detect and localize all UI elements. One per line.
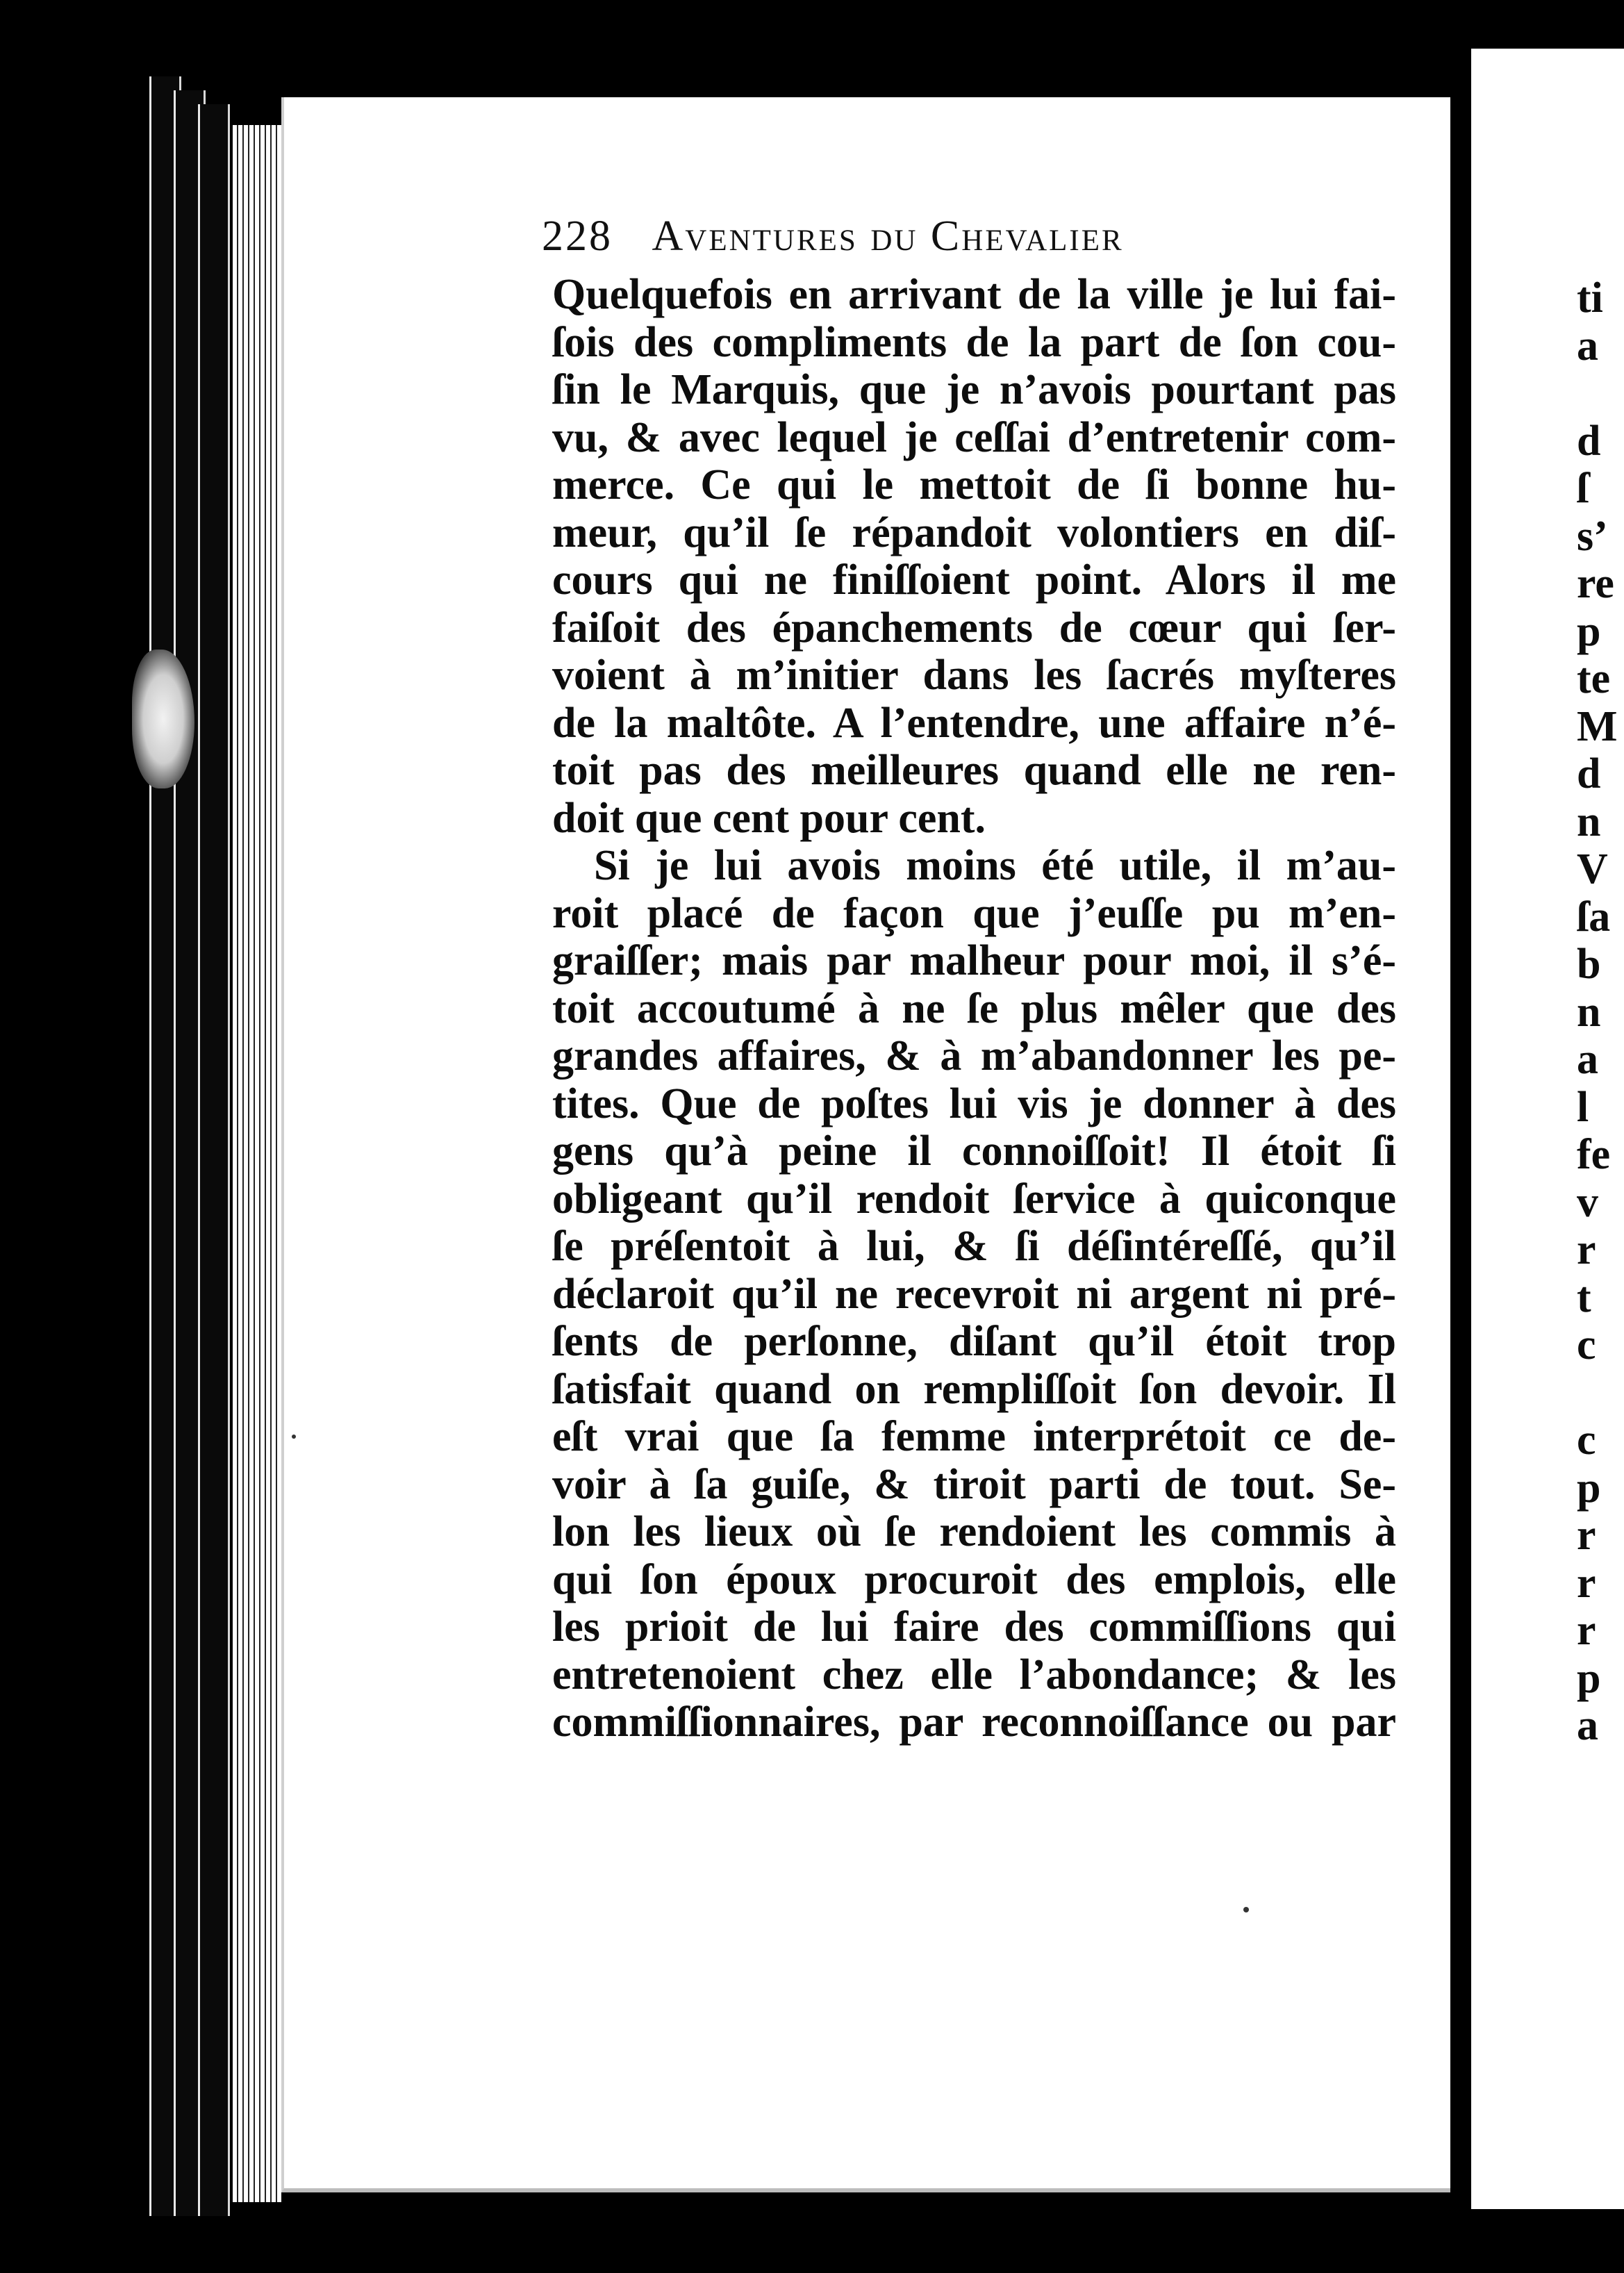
fragment: p	[1577, 607, 1601, 655]
fragment: V	[1577, 845, 1608, 893]
fragment: re	[1577, 560, 1614, 607]
text-line: toit accoutumé à ne ſe plus mêler que des	[552, 984, 1396, 1032]
text-line: lon les lieux où ſe rendoient les commis à	[552, 1508, 1396, 1555]
ink-speck	[292, 1435, 296, 1439]
fragment	[1577, 370, 1618, 418]
text-line: ſin le Marquis, que je n’avois pourtant pas	[552, 366, 1396, 413]
fragment: c	[1577, 1416, 1596, 1464]
fragment: t	[1577, 1273, 1591, 1321]
book-gutter	[1450, 56, 1471, 2223]
fragment: n	[1577, 988, 1601, 1036]
text-line: merce. Ce qui le mettoit de ſi bonne hu-	[552, 461, 1396, 509]
fragment: r	[1577, 1559, 1596, 1607]
text-line: déclaroit qu’il ne recevroit ni argent ni pré-	[552, 1270, 1396, 1318]
text-line: de la maltôte. A l’entendre, une affaire n’é-	[552, 699, 1396, 747]
fragment: a	[1577, 322, 1598, 370]
text-line: cours qui ne finiſſoient point. Alors il me	[552, 556, 1396, 604]
text-line: doit que cent pour cent.	[552, 794, 986, 842]
fragment: l	[1577, 1083, 1589, 1131]
facing-page-text	[1577, 274, 1618, 1750]
ink-speck	[1243, 1907, 1249, 1912]
body-text	[552, 271, 1396, 1746]
text-line: les prioit de lui faire des commiſſions qui	[552, 1603, 1396, 1651]
text-line: voir à ſa guiſe, & tiroit parti de tout. Se-	[552, 1460, 1396, 1508]
fragment: p	[1577, 1464, 1601, 1512]
text-line: meur, qu’il ſe répandoit volontiers en diſ-	[552, 509, 1396, 556]
text-line: vu, & avec lequel je ceſſai d’entretenir com-	[552, 413, 1396, 461]
text-line: graiſſer; mais par malheur pour moi, il s’é-	[552, 937, 1396, 984]
text-line: obligeant qu’il rendoit ſervice à quiconque	[552, 1175, 1396, 1223]
text-line: tites. Que de poſtes lui vis je donner à des	[552, 1080, 1396, 1127]
text-line: ſe préſentoit à lui, & ſi déſintéreſſé, qu’il	[552, 1223, 1396, 1270]
text-line: toit pas des meilleures quand elle ne ren-	[552, 747, 1396, 794]
text-line: entretenoient chez elle l’abondance; & les	[552, 1651, 1396, 1698]
text-line: grandes affaires, & à m’abandonner les pe-	[552, 1032, 1396, 1080]
text-line: voient à m’initier dans les ſacrés myſteres	[552, 652, 1396, 699]
fragment: fe	[1577, 1131, 1611, 1178]
page-number: 228	[542, 213, 613, 260]
fragment: r	[1577, 1607, 1596, 1654]
text-line: commiſſionnaires, par reconnoiſſance ou par	[552, 1698, 1396, 1746]
fragment: b	[1577, 941, 1601, 988]
text-line: qui ſon époux procuroit des emplois, elle	[552, 1555, 1396, 1603]
fragment	[1577, 1369, 1618, 1417]
text-line: ſois des compliments de la part de ſon cou-	[552, 318, 1396, 366]
text-line: ſatisfait quand on rempliſſoit ſon devoir. Il	[552, 1365, 1396, 1413]
stacked-page-edges	[233, 125, 281, 2202]
fragment: a	[1577, 1036, 1598, 1083]
text-line: faiſoit des épanchements de cœur qui ſer-	[552, 604, 1396, 652]
fragment: a	[1577, 1702, 1598, 1749]
running-title: Aventures du Chevalier	[652, 213, 1124, 260]
fragment: v	[1577, 1178, 1598, 1226]
fragment: s’	[1577, 512, 1608, 560]
fragment: c	[1577, 1321, 1596, 1369]
text-line: Si je lui avois moins été utile, il m’au-	[594, 842, 1396, 889]
fragment: n	[1577, 797, 1601, 845]
text-line: gens qu’à peine il connoiſſoit! Il étoit ſi	[552, 1127, 1396, 1175]
text-line: roit placé de façon que j’euſſe pu m’en-	[552, 889, 1396, 937]
fragment: d	[1577, 417, 1601, 465]
fragment: te	[1577, 655, 1611, 702]
fragment: p	[1577, 1654, 1601, 1702]
page-edge	[198, 104, 230, 2216]
fragment: M	[1577, 702, 1618, 750]
fragment: r	[1577, 1226, 1596, 1273]
fragment: ſ	[1577, 465, 1589, 512]
text-line: eſt vrai que ſa femme interprétoit ce de-	[552, 1413, 1396, 1460]
text-line: Quelquefois en arrivant de la ville je lui fai-	[552, 271, 1396, 318]
fragment: ſa	[1577, 893, 1611, 941]
fragment: d	[1577, 750, 1601, 797]
running-head	[542, 212, 1124, 261]
fragment: ti	[1577, 274, 1603, 322]
text-line: ſents de perſonne, diſant qu’il étoit trop	[552, 1318, 1396, 1365]
fragment: r	[1577, 1512, 1596, 1559]
